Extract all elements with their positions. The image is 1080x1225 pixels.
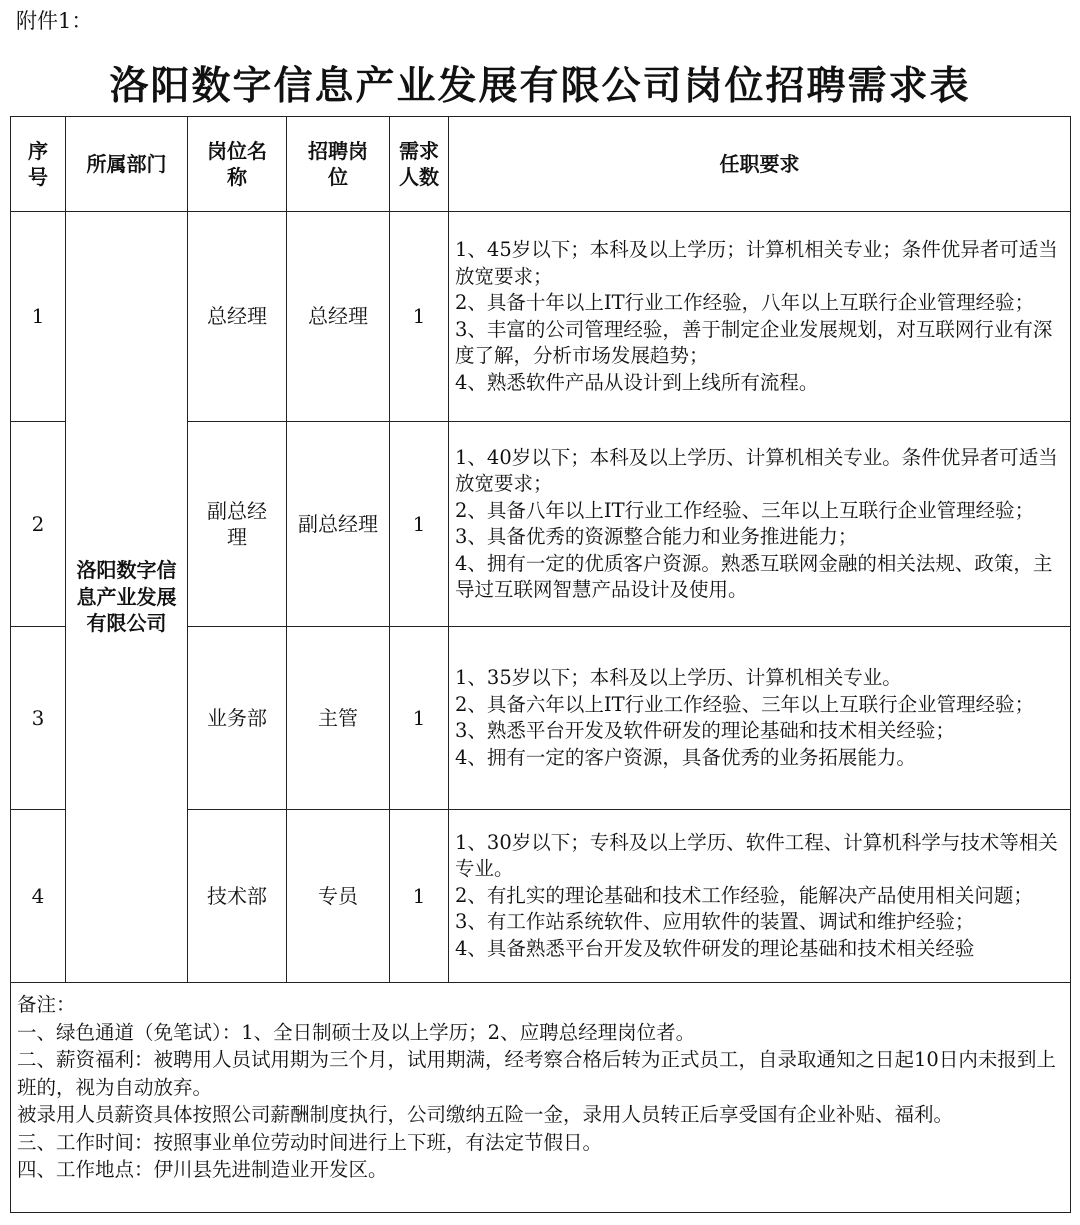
row-seq: 1 (11, 212, 66, 422)
row-recruit-post: 专员 (287, 810, 390, 983)
note-item: 二、薪资福利：被聘用人员试用期为三个月，试用期满，经考察合格后转为正式员工，自录取通知之日起10日内未报到上班的，视为自动放弃。 (17, 1048, 1056, 1099)
row-headcount: 1 (390, 422, 449, 627)
notes-row (11, 983, 1071, 1213)
row-headcount: 1 (390, 627, 449, 810)
requirement-item: 3、丰富的公司管理经验，善于制定企业发展规划，对互联网行业有深度了解，分析市场发展趋势； (455, 317, 1053, 367)
row-headcount: 1 (390, 212, 449, 422)
header-requirements: 任职要求 (449, 117, 1071, 212)
row-seq: 2 (11, 422, 66, 627)
row-position-name: 副总经理 (188, 422, 287, 627)
header-position-name: 岗位名称 (188, 117, 287, 212)
requirement-item: 1、40岁以下；本科及以上学历、计算机相关专业。条件优异者可适当放宽要求； (455, 445, 1058, 495)
note-item: 三、工作时间：按照事业单位劳动时间进行上下班，有法定节假日。 (17, 1130, 603, 1154)
row-seq: 4 (11, 810, 66, 983)
requirement-item: 2、具备六年以上IT行业工作经验、三年以上互联行企业管理经验； (455, 692, 1035, 716)
row-position-name: 技术部 (188, 810, 287, 983)
requirement-item: 2、具备十年以上IT行业工作经验，八年以上互联行企业管理经验； (455, 291, 1035, 314)
header-row (11, 117, 1071, 212)
row-requirements (449, 810, 1071, 983)
page-title: 洛阳数字信息产业发展有限公司岗位招聘需求表 (109, 64, 971, 109)
requirement-item: 3、有工作站系统软件、应用软件的装置、调试和维护经验； (455, 910, 975, 934)
row-requirements (449, 422, 1071, 627)
requirement-item: 2、有扎实的理论基础和技术工作经验，能解决产品使用相关问题； (455, 883, 1033, 907)
notes-heading: 备注： (17, 993, 76, 1016)
row-requirements (449, 212, 1071, 422)
requirement-item: 4、熟悉软件产品从设计到上线所有流程。 (455, 370, 819, 394)
row-recruit-post: 主管 (287, 627, 390, 810)
table-row (11, 212, 1071, 422)
note-item: 四、工作地点：伊川县先进制造业开发区。 (17, 1158, 388, 1181)
row-recruit-post: 副总经理 (287, 422, 390, 627)
header-seq: 序号 (11, 117, 66, 212)
row-recruit-post: 总经理 (287, 212, 390, 422)
requirement-item: 3、熟悉平台开发及软件研发的理论基础和技术相关经验； (455, 719, 955, 742)
note-item: 被录用人员薪资具体按照公司薪酬制度执行，公司缴纳五险一金，录用人员转正后享受国有企业补贴、福利。 (17, 1103, 954, 1126)
row-requirements (449, 627, 1071, 810)
note-item: 一、绿色通道（免笔试）：1、全日制硕士及以上学历；2、应聘总经理岗位者。 (17, 1020, 696, 1044)
attachment-label: 附件1： (16, 9, 93, 33)
row-seq: 3 (11, 627, 66, 810)
row-position-name: 业务部 (188, 627, 287, 810)
requirement-item: 4、具备熟悉平台开发及软件研发的理论基础和技术相关经验 (455, 936, 975, 960)
row-position-name: 总经理 (188, 212, 287, 422)
requirement-item: 4、拥有一定的客户资源，具备优秀的业务拓展能力。 (455, 745, 916, 769)
header-headcount: 需求人数 (390, 117, 449, 212)
requirement-item: 3、具备优秀的资源整合能力和业务推进能力； (455, 525, 858, 548)
requirement-item: 1、45岁以下；本科及以上学历；计算机相关专业；条件优异者可适当放宽要求； (455, 238, 1058, 288)
requirement-item: 4、拥有一定的优质客户资源。熟悉互联网金融的相关法规、政策，主导过互联网智慧产品设计及使用。 (455, 551, 1053, 601)
notes-cell (11, 983, 1071, 1213)
header-recruit-post: 招聘岗位 (287, 117, 390, 212)
header-department: 所属部门 (66, 117, 188, 212)
requirement-item: 2、具备八年以上IT行业工作经验、三年以上互联行企业管理经验； (455, 498, 1035, 522)
requirement-item: 1、30岁以下；专科及以上学历、软件工程、计算机科学与技术等相关专业。 (455, 830, 1058, 881)
recruitment-table (10, 116, 1071, 1213)
row-headcount: 1 (390, 810, 449, 983)
requirement-item: 1、35岁以下；本科及以上学历、计算机相关专业。 (455, 666, 902, 689)
department-cell: 洛阳数字信息产业发展有限公司 (66, 212, 188, 983)
